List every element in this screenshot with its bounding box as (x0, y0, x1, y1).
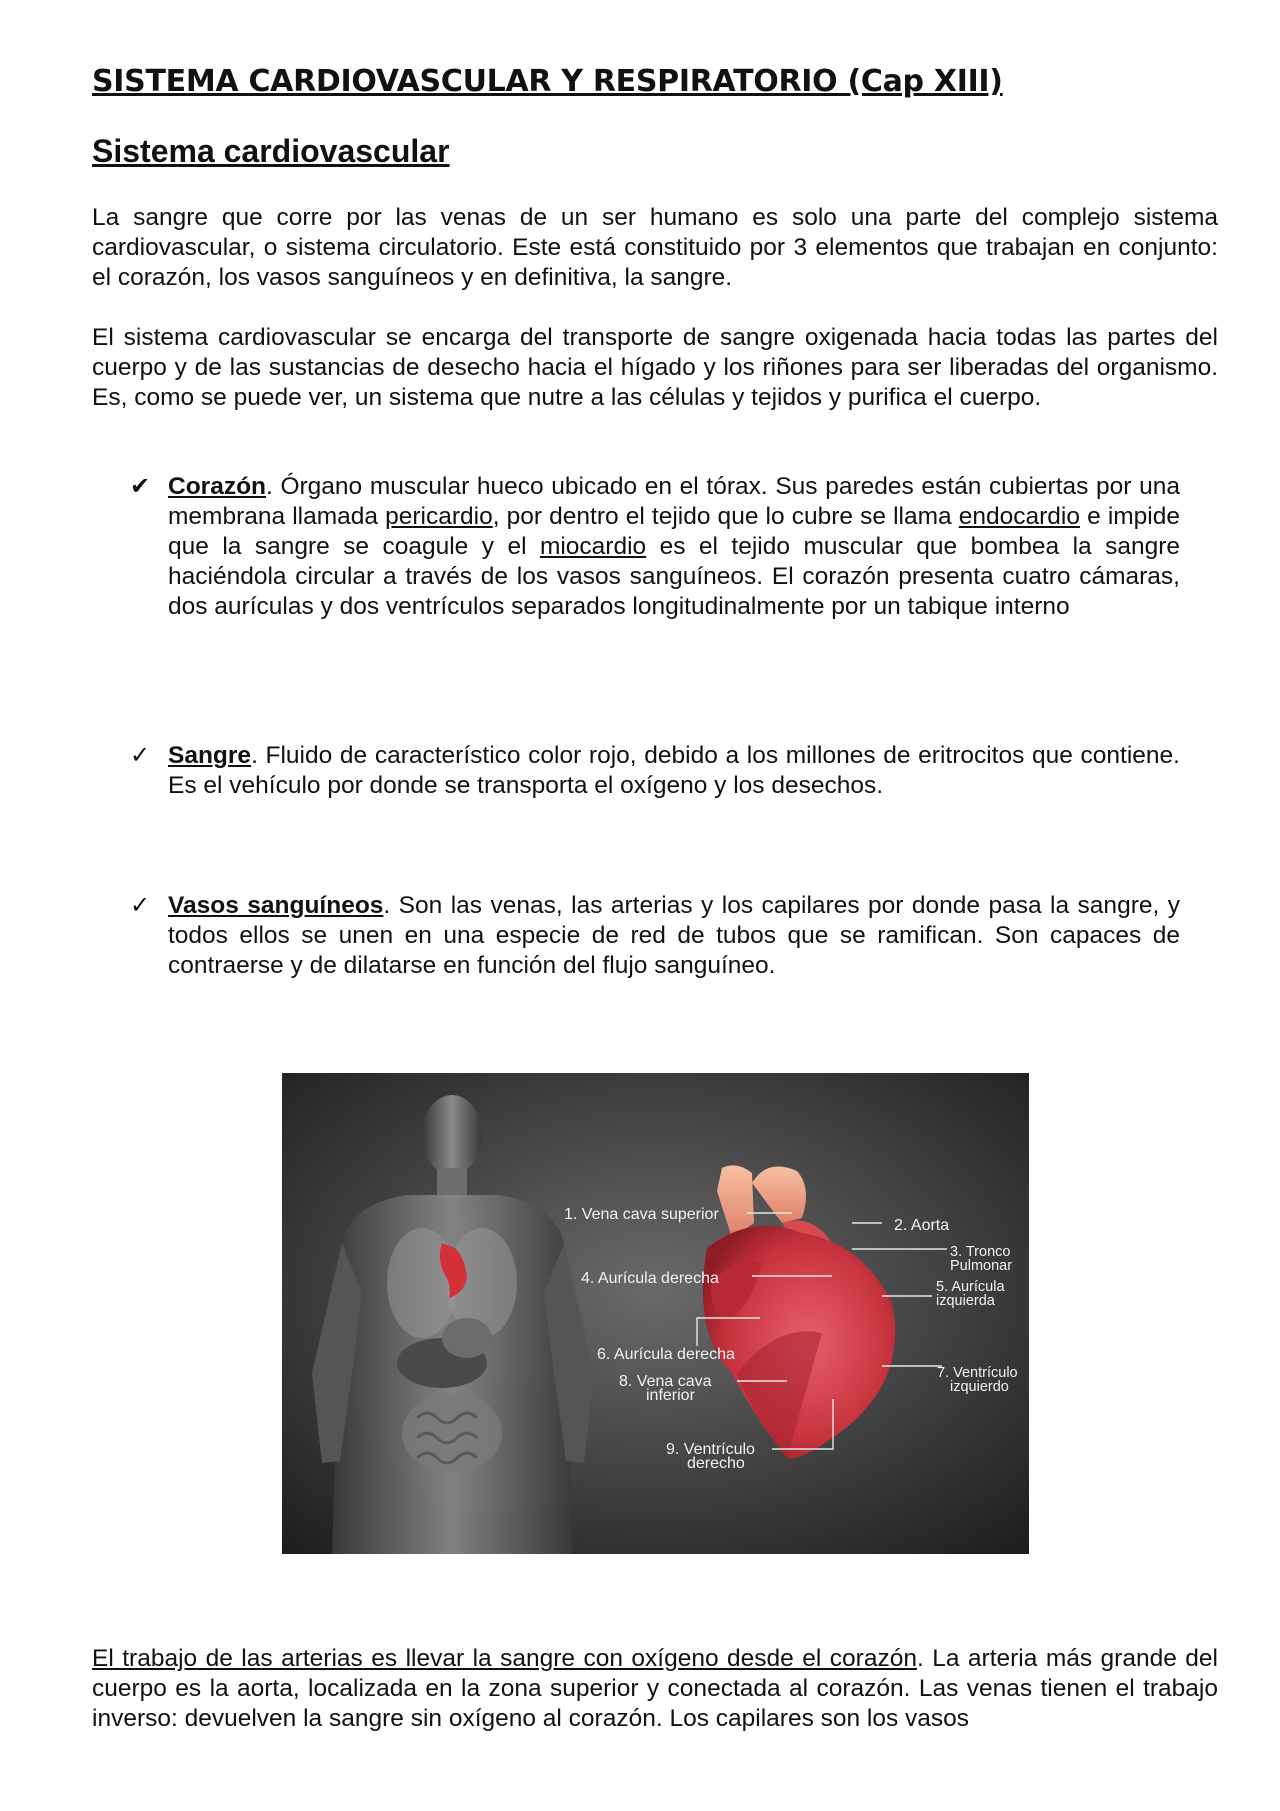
function-paragraph: El sistema cardiovascular se encarga del transporte de sangre oxigenada hacia todas las partes del cuerpo y de las sustancias de desecho hacia el hígado y los riñones para ser liberadas del organismo. Es, como se puede ver, un sistema que nutre a las células y tejidos y purifica el cuerpo. (92, 324, 1218, 411)
checkmark-icon: ✓ (130, 892, 151, 919)
text-fragment: . Fluido de característico color rojo, debido a los millones de eritrocitos que contiene. Es el vehículo por donde se transporta el oxígeno y los desechos. (168, 742, 1180, 799)
text-fragment: , por dentro el tejido que lo cubre se llama (492, 503, 959, 530)
term-corazon: Corazón (168, 473, 266, 500)
text-fragment: . Órgano muscular hueco ubicado en el tórax. Sus paredes están cubiertas por una membrana llamada (168, 473, 1180, 530)
list-item-corazon (130, 472, 1180, 622)
term-vasos: Vasos sanguíneos (168, 892, 384, 919)
list-item-text (168, 472, 1180, 622)
section-title: Sistema cardiovascular (92, 133, 450, 169)
label-tronco-pulmonar: 3. Tronco (950, 1244, 1011, 1260)
list-item-sangre (130, 741, 1180, 801)
label-vena-cava-inferior: 8. Vena cava (619, 1373, 712, 1390)
document-title: SISTEMA CARDIOVASCULAR Y RESPIRATORIO (Cap XIII) (92, 64, 1003, 99)
label-vena-cava-inferior-2: inferior (646, 1387, 695, 1404)
arteries-underlined-text: El trabajo de las arterias es llevar la sangre con oxígeno desde el corazón (92, 1645, 917, 1672)
label-ventriculo-izquierdo: 7. Ventrículo (937, 1365, 1018, 1381)
term-pericardio: pericardio (385, 503, 493, 530)
term-sangre: Sangre (168, 742, 252, 769)
text-fragment: es el tejido muscular que bombea la sangre haciéndola circular a través de los vasos sanguíneos. El corazón presenta cuatro cámaras, dos aurículas y dos ventrículos separados longitudinalmente por un tabique interno (168, 533, 1180, 620)
label-auricula-derecha-6: 6. Aurícula derecha (597, 1346, 735, 1363)
checkmark-icon: ✔ (130, 473, 151, 500)
label-ventriculo-derecho-2: derecho (687, 1455, 745, 1472)
intro-paragraph: La sangre que corre por las venas de un ser humano es solo una parte del complejo sistema cardiovascular, o sistema circulatorio. Este está constituido por 3 elementos que trabajan en conjunto: el corazón, los vasos sanguíneos y en definitiva, la sangre. (92, 204, 1218, 291)
arteries-paragraph (92, 1644, 1218, 1734)
label-vena-cava-superior: 1. Vena cava superior (564, 1206, 719, 1223)
label-auricula-derecha: 4. Aurícula derecha (581, 1270, 719, 1287)
heart-anatomy-figure (282, 1073, 1029, 1554)
list-item-text (168, 891, 1180, 981)
list-item-vasos (130, 891, 1180, 981)
checkmark-icon: ✓ (130, 742, 151, 769)
term-miocardio: miocardio (539, 533, 647, 560)
term-endocardio: endocardio (958, 503, 1080, 530)
label-ventriculo-derecho: 9. Ventrículo (666, 1441, 755, 1458)
text-fragment: . La arteria más grande del cuerpo es la aorta, localizada en la zona superior y conectada al corazón. Las venas tienen el trabajo inverso: devuelven la sangre sin oxígeno al corazón. Los capilares son los vasos (92, 1645, 1218, 1732)
label-tronco-pulmonar-2: Pulmonar (950, 1258, 1013, 1274)
text-fragment: . Son las venas, las arterias y los capilares por donde pasa la sangre, y todos ellos se unen en una especie de red de tubos que se ramifican. Son capaces de contraerse y de dilatarse en función del flujo sanguíneo. (168, 892, 1180, 979)
list-item-text (168, 741, 1180, 801)
label-ventriculo-izquierdo-2: izquierdo (950, 1379, 1009, 1395)
text-fragment: e impide que la sangre se coagule y el (168, 503, 1180, 560)
label-auricula-izquierda-2: izquierda (936, 1293, 995, 1309)
label-auricula-izquierda: 5. Aurícula (936, 1279, 1005, 1295)
label-aorta: 2. Aorta (894, 1217, 950, 1234)
